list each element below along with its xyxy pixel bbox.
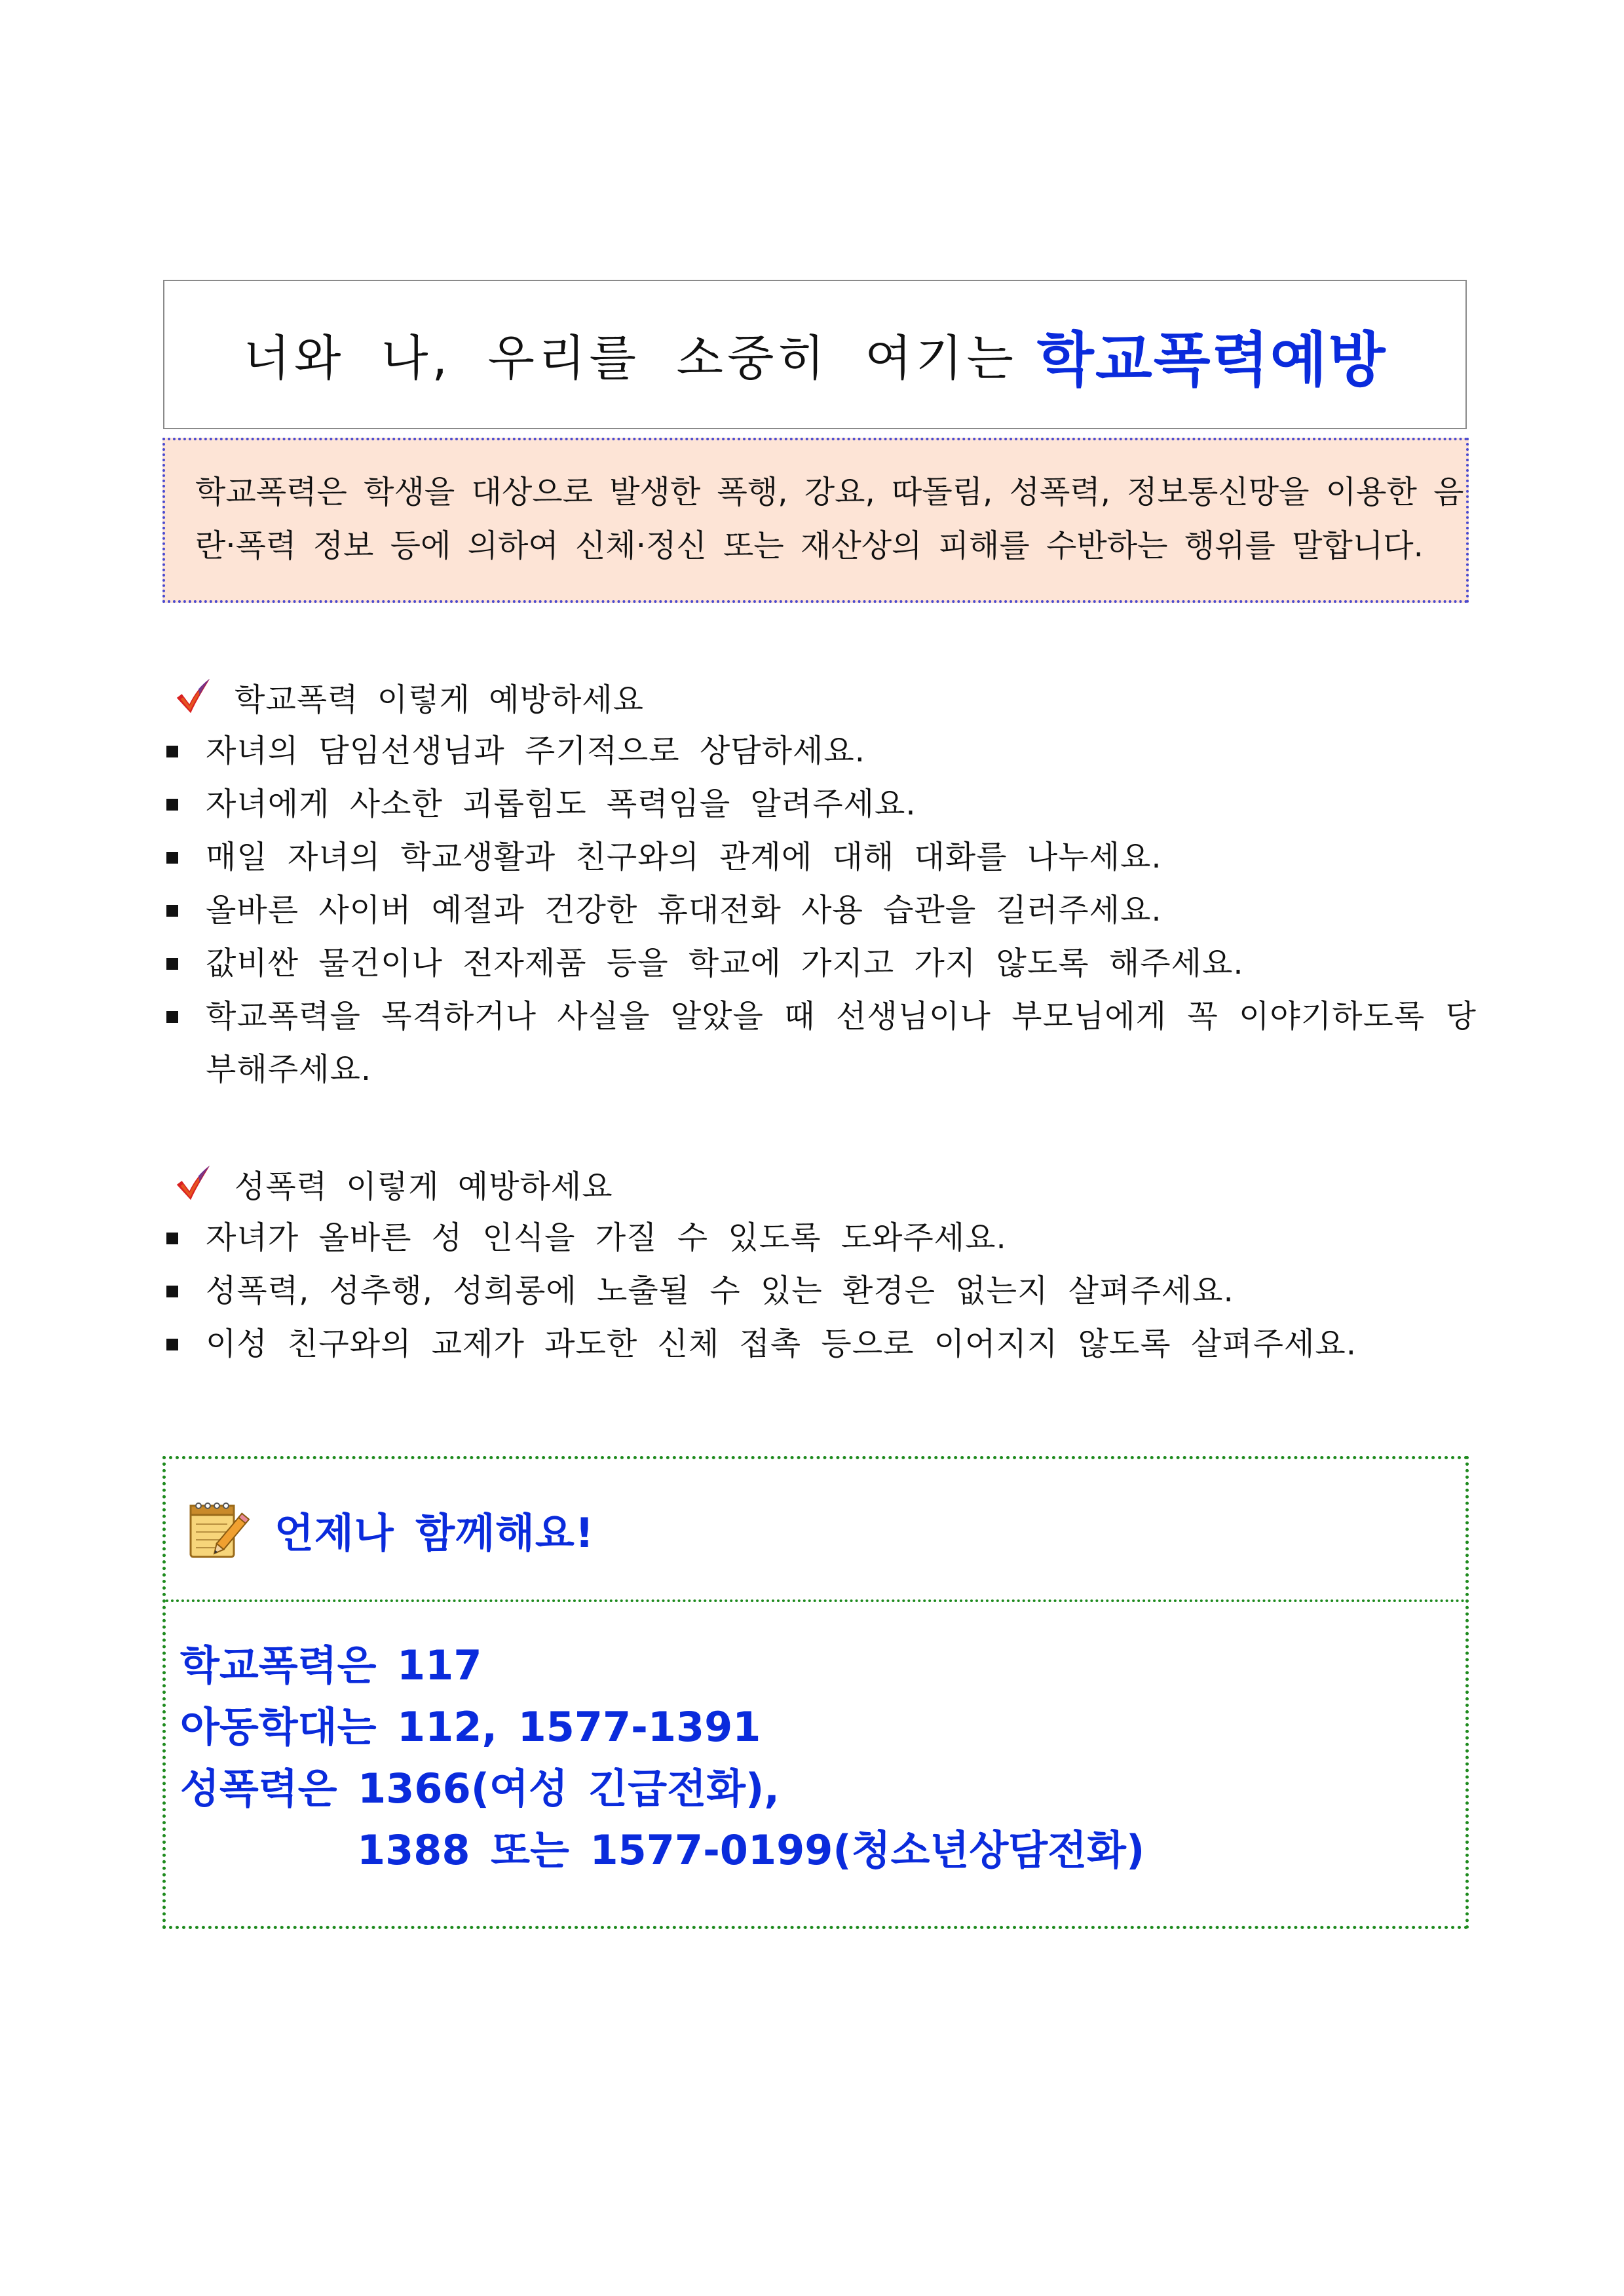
contact-box <box>162 1456 1469 1929</box>
contact-line: 아동학대는 112, 1577-1391 <box>180 1703 761 1751</box>
bullet-list <box>164 725 1481 1096</box>
page-title-highlight: 학교폭력예방 <box>1036 326 1387 394</box>
list-item <box>164 990 1481 1096</box>
list-item-text: 자녀의 담임선생님과 주기적으로 상담하세요. <box>206 733 866 769</box>
contact-line: 학교폭력은 117 <box>180 1641 482 1689</box>
square-bullet-icon <box>166 1286 178 1297</box>
checkmark-icon <box>173 1163 214 1204</box>
bullet-list <box>164 1212 1481 1371</box>
contact-header <box>166 1459 1465 1602</box>
contact-line: 1388 또는 1577-0199(청소년상담전화) <box>357 1826 1145 1874</box>
square-bullet-icon <box>166 1339 178 1350</box>
list-item <box>164 778 1481 831</box>
list-item <box>164 1318 1481 1371</box>
square-bullet-icon <box>166 905 178 917</box>
list-item-text: 학교폭력을 목격하거나 사실을 알았을 때 선생님이나 부모님에게 꼭 이야기하도록 당부해주세요. <box>206 998 1477 1088</box>
list-item <box>164 1265 1481 1318</box>
list-item-text: 이성 친구와의 교제가 과도한 신체 접촉 등으로 이어지지 않도록 살펴주세요. <box>206 1326 1357 1362</box>
square-bullet-icon <box>166 1233 178 1244</box>
page-title-box <box>163 280 1467 429</box>
square-bullet-icon <box>166 799 178 811</box>
list-item <box>164 884 1481 937</box>
list-item <box>164 725 1481 778</box>
list-item <box>164 937 1481 990</box>
square-bullet-icon <box>166 1011 178 1023</box>
list-item-text: 자녀에게 사소한 괴롭힘도 폭력임을 알려주세요. <box>206 786 916 822</box>
definition-line: 란·폭력 정보 등에 의하여 신체·정신 또는 재산상의 피해를 수반하는 행위를 말합니다. <box>195 527 1424 564</box>
list-item <box>164 831 1481 884</box>
section-heading-text: 학교폭력 이렇게 예방하세요 <box>235 681 644 718</box>
page-title-prefix: 너와 나, 우리를 소중히 여기는 <box>243 330 1017 387</box>
section-heading-text: 성폭력 이렇게 예방하세요 <box>235 1168 613 1205</box>
definition-box <box>162 438 1469 603</box>
list-item-text: 올바른 사이버 예절과 건강한 휴대전화 사용 습관을 길러주세요. <box>206 892 1162 928</box>
square-bullet-icon <box>166 958 178 970</box>
sexual-violence-prevention-section <box>164 1155 1481 1371</box>
notepad-pencil-icon <box>184 1497 250 1562</box>
list-item <box>164 1212 1481 1265</box>
checkmark-icon <box>173 676 214 717</box>
list-item-text: 매일 자녀의 학교생활과 친구와의 관계에 대해 대화를 나누세요. <box>206 839 1162 875</box>
school-violence-prevention-section <box>164 668 1481 1096</box>
list-item-text: 값비싼 물건이나 전자제품 등을 학교에 가지고 가지 않도록 해주세요. <box>206 945 1244 982</box>
section-heading <box>173 668 1481 725</box>
square-bullet-icon <box>166 746 178 757</box>
contact-line: 성폭력은 1366(여성 긴급전화), <box>180 1765 780 1812</box>
section-heading <box>173 1155 1481 1212</box>
contact-body <box>166 1602 1465 1881</box>
square-bullet-icon <box>166 852 178 864</box>
list-item-text: 성폭력, 성추행, 성희롱에 노출될 수 있는 환경은 없는지 살펴주세요. <box>206 1272 1234 1309</box>
list-item-text: 자녀가 올바른 성 인식을 가질 수 있도록 도와주세요. <box>206 1219 1007 1256</box>
contact-title: 언제나 함께해요! <box>274 1508 595 1557</box>
definition-line: 학교폭력은 학생을 대상으로 발생한 폭행, 강요, 따돌림, 성폭력, 정보통신망을 이용한 음 <box>195 474 1464 510</box>
